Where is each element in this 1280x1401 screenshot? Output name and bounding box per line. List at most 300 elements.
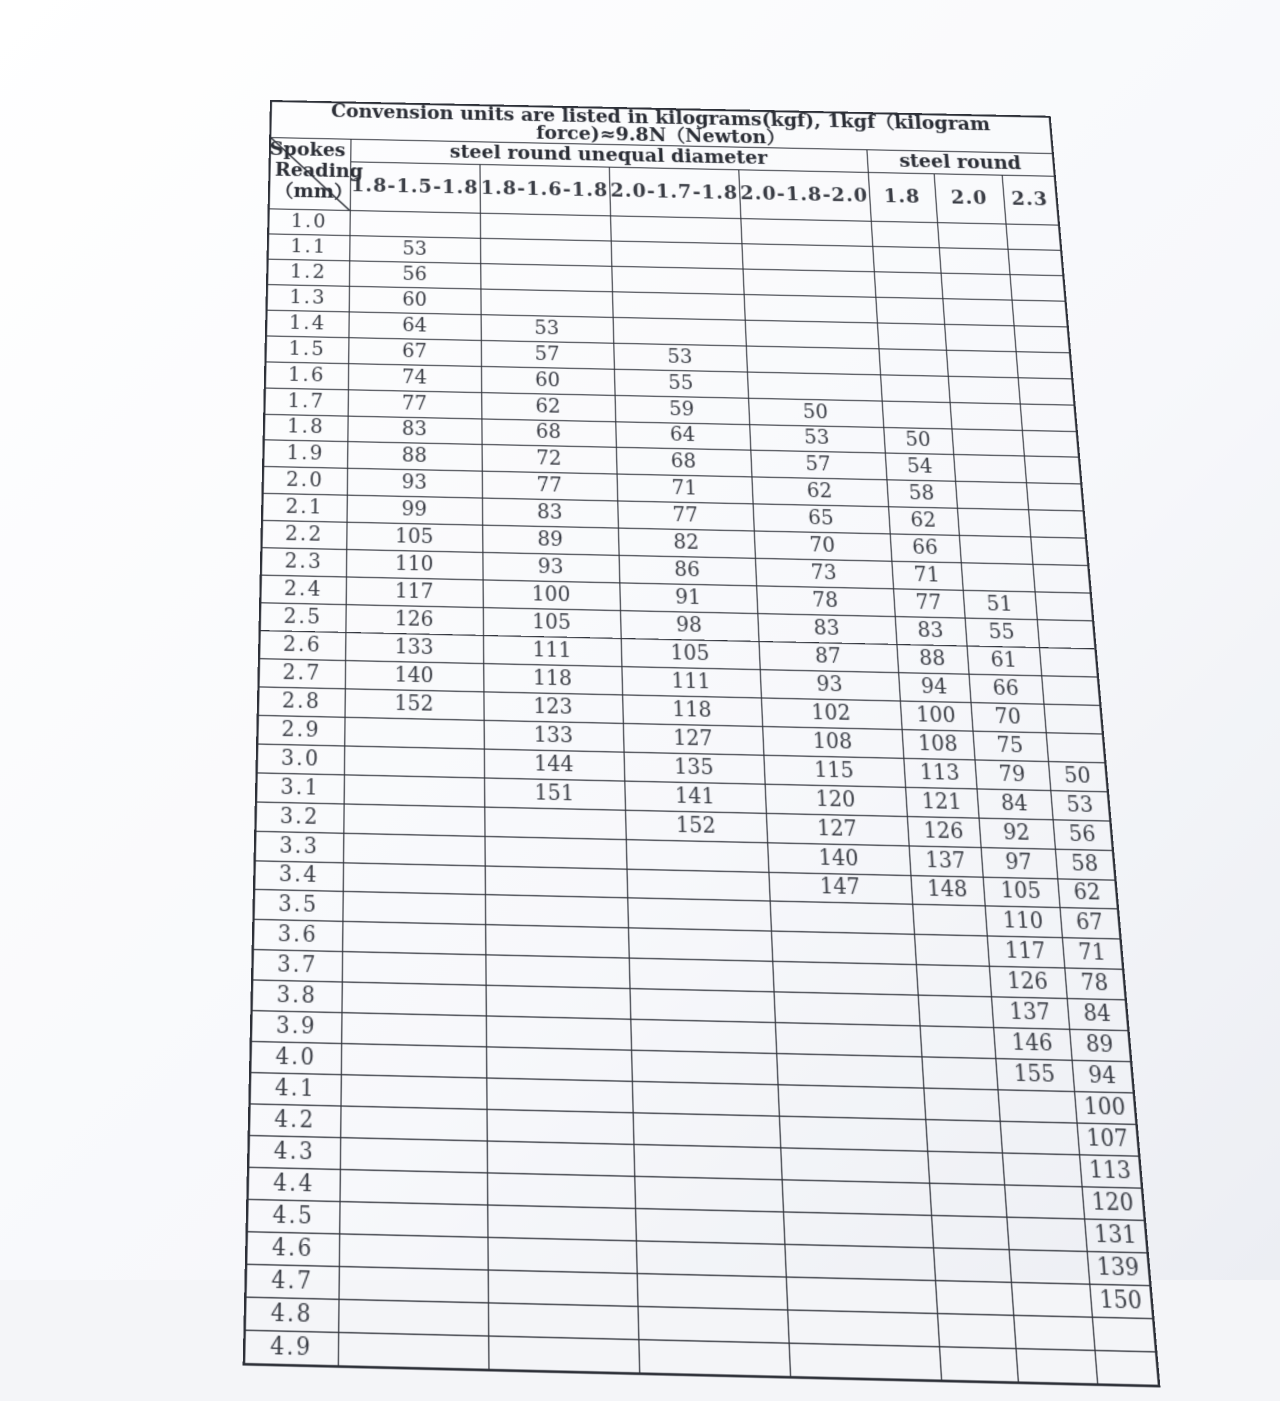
value-cell: 74 xyxy=(348,363,481,392)
value-cell: 60 xyxy=(349,286,481,314)
value-cell: 79 xyxy=(974,760,1050,791)
value-cell: 67 xyxy=(348,337,481,366)
value-cell: 144 xyxy=(484,749,624,781)
value-cell: 126 xyxy=(989,967,1067,999)
value-cell: 117 xyxy=(346,577,483,608)
value-cell xyxy=(1024,456,1082,484)
value-cell xyxy=(772,962,917,996)
value-cell xyxy=(1002,1153,1082,1187)
value-cell xyxy=(953,455,1026,483)
value-cell xyxy=(487,1237,636,1273)
value-cell xyxy=(349,211,480,239)
value-cell: 89 xyxy=(482,525,618,555)
value-cell: 88 xyxy=(896,644,968,674)
reading-cell: 2.7 xyxy=(258,659,345,689)
value-cell xyxy=(775,1023,922,1057)
reading-cell: 3.0 xyxy=(257,744,345,775)
value-cell: 108 xyxy=(902,729,975,759)
value-cell: 71 xyxy=(1062,938,1123,970)
value-cell xyxy=(780,1148,929,1183)
value-cell xyxy=(957,509,1030,538)
value-cell: 65 xyxy=(753,504,890,534)
value-cell: 77 xyxy=(893,589,965,618)
value-cell: 100 xyxy=(1074,1092,1137,1125)
value-cell: 54 xyxy=(885,453,955,481)
value-cell xyxy=(786,1277,937,1313)
value-cell xyxy=(610,216,741,244)
value-cell: 137 xyxy=(909,845,983,876)
reading-cell: 4.0 xyxy=(250,1042,341,1075)
value-cell xyxy=(771,932,916,965)
value-cell xyxy=(933,1248,1011,1282)
value-cell: 68 xyxy=(481,418,616,447)
value-cell: 50 xyxy=(748,398,883,427)
value-cell: 83 xyxy=(757,614,896,645)
value-cell: 102 xyxy=(761,698,902,730)
value-cell xyxy=(744,294,877,322)
value-cell xyxy=(747,372,882,401)
value-cell: 61 xyxy=(967,646,1042,676)
value-cell xyxy=(344,746,484,778)
value-cell xyxy=(485,865,628,898)
reading-unit: （mm） xyxy=(274,180,354,204)
value-cell: 105 xyxy=(983,877,1060,908)
value-cell xyxy=(914,935,989,967)
value-cell: 67 xyxy=(1059,908,1120,939)
value-cell xyxy=(955,482,1028,510)
value-cell: 100 xyxy=(900,701,973,731)
value-cell xyxy=(480,289,612,317)
value-cell xyxy=(488,1302,638,1339)
value-cell xyxy=(877,323,946,350)
value-cell xyxy=(1014,326,1070,353)
reading-cell: 4.6 xyxy=(246,1231,339,1266)
value-cell xyxy=(340,1075,486,1110)
value-cell xyxy=(1039,648,1098,677)
value-cell xyxy=(637,1273,788,1309)
value-cell xyxy=(626,839,769,872)
value-cell xyxy=(1092,1317,1156,1352)
column-header: 1.8-1.5-1.8 xyxy=(350,162,480,213)
value-cell: 107 xyxy=(1076,1123,1139,1156)
column-header: 1.8 xyxy=(868,172,937,222)
value-cell: 66 xyxy=(890,534,961,563)
unequal-group-header: steel round unequal diameter xyxy=(350,139,868,172)
value-cell xyxy=(789,1343,942,1381)
value-cell: 93 xyxy=(347,469,482,499)
value-cell xyxy=(941,273,1012,300)
value-cell: 64 xyxy=(348,312,480,340)
value-cell: 77 xyxy=(482,472,617,502)
value-cell xyxy=(1011,1282,1092,1317)
value-cell: 131 xyxy=(1084,1219,1148,1253)
value-cell: 72 xyxy=(482,445,617,475)
value-cell xyxy=(631,1050,777,1084)
value-cell: 126 xyxy=(907,816,981,847)
value-cell xyxy=(935,1280,1013,1315)
reading-cell: 3.6 xyxy=(253,920,343,952)
value-cell xyxy=(1018,377,1075,404)
value-cell xyxy=(872,246,940,273)
column-header: 2.0-1.7-1.8 xyxy=(609,167,741,218)
reading-cell: 3.5 xyxy=(253,890,342,922)
value-cell: 60 xyxy=(481,366,615,395)
value-cell: 77 xyxy=(617,501,754,531)
value-cell: 56 xyxy=(349,261,480,289)
reading-cell: 4.4 xyxy=(247,1167,339,1201)
value-cell: 140 xyxy=(345,660,484,691)
value-cell xyxy=(339,1234,488,1270)
value-cell xyxy=(1041,676,1100,706)
value-cell xyxy=(611,241,743,269)
value-cell: 146 xyxy=(993,1028,1071,1061)
value-cell: 91 xyxy=(619,583,757,614)
reading-cell: 3.8 xyxy=(252,980,342,1013)
reading-cell: 1.2 xyxy=(267,259,349,286)
value-cell: 70 xyxy=(970,702,1045,732)
value-cell xyxy=(485,895,628,928)
value-cell xyxy=(875,297,944,324)
value-cell xyxy=(339,1169,487,1204)
value-cell xyxy=(1035,592,1094,621)
value-cell xyxy=(487,1141,634,1176)
spokes-label: Spokes xyxy=(269,139,346,162)
value-cell xyxy=(486,1016,631,1050)
value-cell xyxy=(1043,704,1102,734)
value-cell: 150 xyxy=(1089,1284,1153,1318)
reading-cell: 3.7 xyxy=(252,950,342,982)
value-cell: 78 xyxy=(756,586,895,617)
value-cell: 121 xyxy=(905,787,978,818)
value-cell: 50 xyxy=(883,427,953,455)
value-cell: 56 xyxy=(1052,819,1112,850)
value-cell xyxy=(1004,1185,1084,1219)
reading-cell: 3.2 xyxy=(255,802,343,833)
value-cell xyxy=(948,376,1020,404)
value-cell xyxy=(951,428,1023,456)
value-cell xyxy=(341,1044,486,1078)
reading-cell: 2.3 xyxy=(261,548,346,577)
value-cell xyxy=(784,1244,935,1280)
value-cell xyxy=(486,1109,633,1144)
value-cell xyxy=(343,804,484,836)
value-cell: 83 xyxy=(482,498,618,528)
value-cell xyxy=(344,717,484,749)
value-cell xyxy=(487,1205,636,1241)
value-cell: 120 xyxy=(765,784,907,816)
value-cell xyxy=(612,292,745,320)
value-cell xyxy=(1030,537,1088,566)
value-cell xyxy=(773,992,919,1026)
value-cell xyxy=(629,989,774,1023)
value-cell: 93 xyxy=(760,670,900,701)
round-group-header: steel round xyxy=(866,150,1054,177)
value-cell xyxy=(927,1151,1004,1185)
value-cell xyxy=(634,1176,783,1212)
value-cell: 64 xyxy=(615,421,750,450)
value-cell xyxy=(1022,430,1079,458)
value-cell xyxy=(613,317,746,346)
value-cell: 155 xyxy=(995,1059,1074,1092)
value-cell: 88 xyxy=(347,442,482,472)
value-cell: 68 xyxy=(616,448,752,478)
value-cell xyxy=(1028,510,1086,538)
conversion-table xyxy=(243,100,1161,1387)
value-cell xyxy=(637,1306,788,1343)
value-cell xyxy=(484,836,626,869)
value-cell xyxy=(487,1173,635,1209)
reading-cell: 1.7 xyxy=(264,388,348,416)
value-cell: 115 xyxy=(763,755,905,787)
value-cell: 123 xyxy=(483,692,622,723)
value-cell xyxy=(777,1085,925,1120)
column-header: 2.3 xyxy=(1002,175,1059,225)
value-cell xyxy=(344,774,485,806)
reading-cell: 2.5 xyxy=(260,603,346,633)
value-cell xyxy=(486,1078,632,1113)
value-cell xyxy=(878,348,947,375)
reading-cell: 4.9 xyxy=(244,1330,338,1367)
value-cell: 117 xyxy=(987,936,1065,968)
value-cell xyxy=(929,1183,1006,1217)
reading-cell: 2.4 xyxy=(260,575,346,604)
value-cell xyxy=(1094,1350,1159,1386)
value-cell: 94 xyxy=(898,673,970,703)
value-cell xyxy=(1009,1249,1090,1283)
reading-cell: 2.1 xyxy=(262,494,347,523)
value-cell xyxy=(485,955,629,989)
value-cell xyxy=(339,1201,487,1237)
value-cell xyxy=(950,402,1022,430)
value-cell xyxy=(1026,483,1084,511)
reading-cell: 2.9 xyxy=(257,715,344,746)
value-cell xyxy=(484,807,625,839)
value-cell xyxy=(342,892,485,925)
value-cell xyxy=(1037,620,1096,649)
value-cell xyxy=(942,298,1013,325)
value-cell: 62 xyxy=(481,392,615,421)
value-cell xyxy=(1016,351,1073,378)
value-cell xyxy=(746,346,880,375)
value-cell: 126 xyxy=(345,605,483,636)
value-cell: 73 xyxy=(755,559,893,589)
reading-cell: 2.6 xyxy=(259,631,345,661)
tension-chart xyxy=(242,100,1159,1401)
value-cell: 147 xyxy=(768,872,912,905)
reading-cell: 4.5 xyxy=(247,1199,340,1233)
value-cell: 113 xyxy=(903,758,976,788)
value-cell xyxy=(480,263,612,291)
value-cell: 70 xyxy=(754,531,892,561)
value-cell: 133 xyxy=(345,632,483,663)
value-cell xyxy=(480,213,611,241)
value-cell xyxy=(776,1054,923,1088)
value-cell xyxy=(633,1144,781,1179)
value-cell xyxy=(783,1212,933,1248)
reading-cell: 1.1 xyxy=(268,234,350,261)
value-cell xyxy=(997,1090,1076,1123)
value-cell xyxy=(740,219,872,247)
reading-cell: 4.1 xyxy=(250,1073,341,1106)
value-cell: 87 xyxy=(758,641,898,672)
value-cell: 127 xyxy=(623,723,764,755)
table-body xyxy=(244,209,1159,1386)
value-cell xyxy=(882,401,952,429)
reading-cell: 2.0 xyxy=(263,467,347,496)
value-cell xyxy=(923,1088,999,1121)
value-cell: 139 xyxy=(1087,1251,1151,1285)
value-cell xyxy=(629,958,774,992)
reading-cell: 1.5 xyxy=(265,336,348,364)
reading-cell: 3.4 xyxy=(254,860,343,892)
value-cell xyxy=(931,1215,1009,1249)
value-cell xyxy=(1006,1217,1086,1251)
value-cell: 58 xyxy=(886,480,957,508)
value-cell xyxy=(937,1313,1015,1348)
value-cell xyxy=(921,1057,997,1090)
value-cell: 110 xyxy=(985,906,1062,938)
value-cell: 105 xyxy=(621,638,760,669)
value-cell: 140 xyxy=(767,842,910,875)
value-cell xyxy=(741,244,873,272)
value-cell: 110 xyxy=(346,550,483,580)
reading-label xyxy=(274,160,363,205)
value-cell: 120 xyxy=(1081,1187,1144,1221)
value-cell xyxy=(937,223,1007,250)
value-cell xyxy=(340,1106,487,1141)
value-cell: 93 xyxy=(482,553,619,583)
value-cell: 152 xyxy=(344,689,483,720)
value-cell: 55 xyxy=(965,618,1039,647)
value-cell: 94 xyxy=(1072,1060,1134,1093)
value-cell: 66 xyxy=(968,674,1043,704)
reading-cell: 1.6 xyxy=(265,362,348,390)
value-cell xyxy=(1009,274,1065,301)
reading-cell: 4.2 xyxy=(249,1104,341,1138)
value-cell: 148 xyxy=(910,875,984,906)
value-cell: 53 xyxy=(481,314,614,343)
value-cell xyxy=(638,1339,790,1377)
value-cell xyxy=(946,350,1018,377)
value-cell: 62 xyxy=(1057,878,1118,909)
value-cell xyxy=(343,833,485,866)
value-cell xyxy=(1020,404,1077,432)
value-cell xyxy=(488,1270,638,1306)
value-cell xyxy=(770,902,914,935)
reading-cell: 1.0 xyxy=(268,209,350,236)
reading-cell: 4.7 xyxy=(245,1264,338,1299)
value-cell xyxy=(1000,1121,1079,1154)
value-cell: 111 xyxy=(483,635,621,666)
value-cell xyxy=(920,1026,996,1059)
value-cell xyxy=(918,995,993,1027)
reading-cell: 1.4 xyxy=(266,310,349,337)
value-cell: 62 xyxy=(751,477,888,507)
value-cell xyxy=(488,1335,639,1373)
reading-cell: 1.9 xyxy=(263,440,347,468)
value-cell: 82 xyxy=(618,528,755,558)
value-cell xyxy=(342,922,485,955)
value-cell: 127 xyxy=(766,813,909,845)
value-cell xyxy=(782,1180,931,1216)
value-cell xyxy=(880,374,950,402)
value-cell: 57 xyxy=(481,340,614,369)
value-cell: 137 xyxy=(991,997,1069,1029)
value-cell xyxy=(1011,300,1067,327)
value-cell xyxy=(627,898,771,931)
value-cell: 105 xyxy=(346,522,482,552)
value-cell: 135 xyxy=(623,752,764,784)
value-cell xyxy=(343,862,485,895)
column-header: 2.0-1.8-2.0 xyxy=(738,170,870,221)
value-cell: 78 xyxy=(1064,968,1126,1000)
value-cell: 113 xyxy=(1079,1155,1142,1188)
value-cell: 100 xyxy=(483,580,620,611)
reading-cell: 3.3 xyxy=(255,831,344,862)
value-cell xyxy=(626,869,769,902)
value-cell: 71 xyxy=(891,561,962,590)
value-cell xyxy=(1046,733,1106,763)
value-cell xyxy=(338,1266,487,1302)
value-cell xyxy=(925,1120,1002,1153)
value-cell: 53 xyxy=(349,236,480,264)
table-header xyxy=(269,101,1059,225)
value-cell: 111 xyxy=(621,667,761,698)
value-cell xyxy=(961,563,1035,592)
value-cell xyxy=(939,248,1010,275)
value-cell: 77 xyxy=(348,389,482,418)
reading-text: Reading xyxy=(274,159,364,183)
value-cell xyxy=(745,320,879,349)
value-cell: 83 xyxy=(347,416,481,445)
value-cell xyxy=(871,221,939,247)
value-cell: 53 xyxy=(1050,790,1110,820)
value-cell xyxy=(874,272,943,299)
reading-cell: 1.3 xyxy=(267,284,349,311)
value-cell xyxy=(341,982,485,1016)
unit-caption: Convension units are listed in kilograms(kgf), 1kgf（kilogram force)≈9.8N（Newton） xyxy=(270,101,1053,154)
value-cell xyxy=(485,925,629,958)
reading-cell: 2.2 xyxy=(261,521,346,550)
value-cell: 57 xyxy=(750,451,886,481)
value-cell xyxy=(1005,224,1061,250)
value-cell: 53 xyxy=(613,343,747,372)
value-cell xyxy=(628,928,772,961)
value-cell: 51 xyxy=(963,590,1037,619)
value-cell: 86 xyxy=(619,556,757,586)
value-cell: 99 xyxy=(346,495,482,525)
value-cell xyxy=(944,324,1015,351)
value-cell: 118 xyxy=(622,695,762,727)
value-cell xyxy=(787,1309,939,1346)
value-cell: 97 xyxy=(981,847,1058,878)
value-cell: 50 xyxy=(1048,761,1108,791)
value-cell xyxy=(611,266,743,294)
value-cell: 71 xyxy=(617,474,753,504)
value-cell: 151 xyxy=(484,778,625,810)
value-cell: 84 xyxy=(1067,999,1129,1031)
column-header: 1.8-1.6-1.8 xyxy=(479,164,610,215)
value-cell xyxy=(916,965,991,997)
value-cell: 118 xyxy=(483,663,622,694)
value-cell: 75 xyxy=(972,731,1047,761)
value-cell xyxy=(959,536,1033,565)
value-cell: 98 xyxy=(620,611,759,642)
value-cell: 152 xyxy=(625,810,767,842)
reading-cell: 1.8 xyxy=(264,414,348,442)
value-cell: 105 xyxy=(483,608,621,639)
value-cell: 133 xyxy=(484,720,624,752)
